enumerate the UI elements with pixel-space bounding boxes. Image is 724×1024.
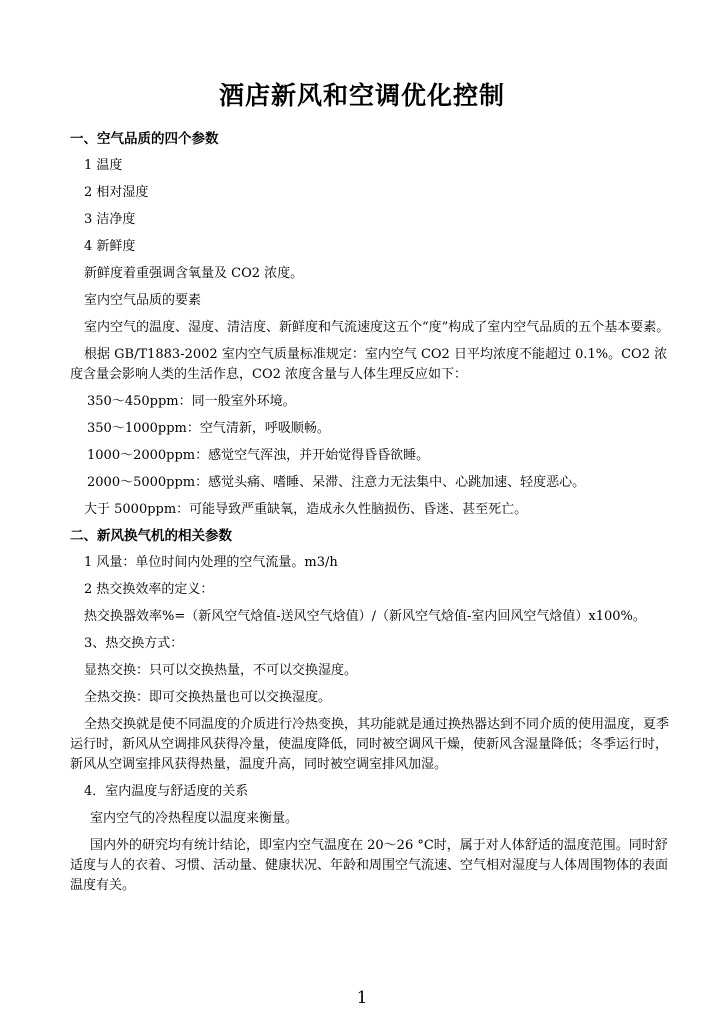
page-number: 1	[356, 988, 368, 1008]
paragraph: 全热交换就是使不同温度的介质进行冷热变换，其功能就是通过换热器达到不同介质的使用温度，夏季运行时，新风从空调排风获得冷量，使温度降低，同时被空调风干燥，使新风含湿量降低；冬季运行时，新风从空调室排风获得热量，温度升高，同时被空调室排风加湿。	[70, 717, 670, 772]
paragraph: 全热交换：即可交换热量也可以交换湿度。	[84, 690, 332, 705]
paragraph: 根据 GB/T1883-2002 室内空气质量标准规定：室内空气 CO2 日平均浓度不能超过 0.1%。CO2 浓度含量会影响人类的生活作息，CO2 浓度含量与人体生理反应如下：	[70, 347, 668, 382]
paragraph: 4．室内温度与舒适度的关系	[84, 784, 249, 799]
paragraph: 1000～2000ppm：感觉空气浑浊，并开始觉得昏昏欲睡。	[87, 448, 430, 463]
paragraph: 热交换器效率%=（新风空气焓值-送风空气焓值）/（新风空气焓值-室内回风空气焓值）x100%。	[84, 609, 646, 624]
paragraph: 2000～5000ppm：感觉头痛、嗜睡、呆滞、注意力无法集中、心跳加速、轻度恶心。	[87, 475, 586, 490]
paragraph: 2 相对湿度	[84, 185, 149, 200]
paragraph: 室内空气的冷热程度以温度来衡量。	[90, 811, 299, 826]
paragraph: 350～1000ppm：空气清新，呼吸顺畅。	[87, 421, 330, 436]
section-heading-1: 一、空气品质的四个参数	[70, 131, 219, 147]
paragraph: 4 新鲜度	[84, 239, 136, 254]
paragraph: 大于 5000ppm：可能导致严重缺氧，造成永久性脑损伤、昏迷、甚至死亡。	[84, 502, 528, 517]
section-heading-2: 二、新风换气机的相关参数	[70, 528, 232, 544]
paragraph: 室内空气的温度、湿度、清洁度、新鲜度和气流速度这五个“度”构成了室内空气品质的五个基本要素。	[84, 320, 670, 335]
paragraph: 2 热交换效率的定义：	[84, 582, 214, 597]
paragraph: 国内外的研究均有统计结论，即室内空气温度在 20～26 °C时，属于对人体舒适的温度范围。同时舒适度与人的衣着、习惯、活动量、健康状况、年龄和周围空气流速、空气相对湿度与人体周围物体的表面温度有关。	[70, 838, 669, 893]
paragraph: 1 温度	[84, 158, 123, 173]
paragraph: 3 洁净度	[84, 212, 136, 227]
document-title: 酒店新风和空调优化控制	[218, 81, 505, 110]
paragraph: 350～450ppm：同一般室外环境。	[87, 394, 296, 409]
paragraph: 3、热交换方式：	[84, 636, 184, 651]
paragraph: 1 风量：单位时间内处理的空气流量。m3/h	[84, 555, 338, 570]
document-body	[70, 130, 680, 903]
paragraph: 室内空气品质的要素	[84, 293, 202, 308]
paragraph: 显热交换：只可以交换热量，不可以交换湿度。	[84, 663, 358, 678]
paragraph: 新鲜度着重强调含氧量及 CO2 浓度。	[84, 266, 304, 281]
